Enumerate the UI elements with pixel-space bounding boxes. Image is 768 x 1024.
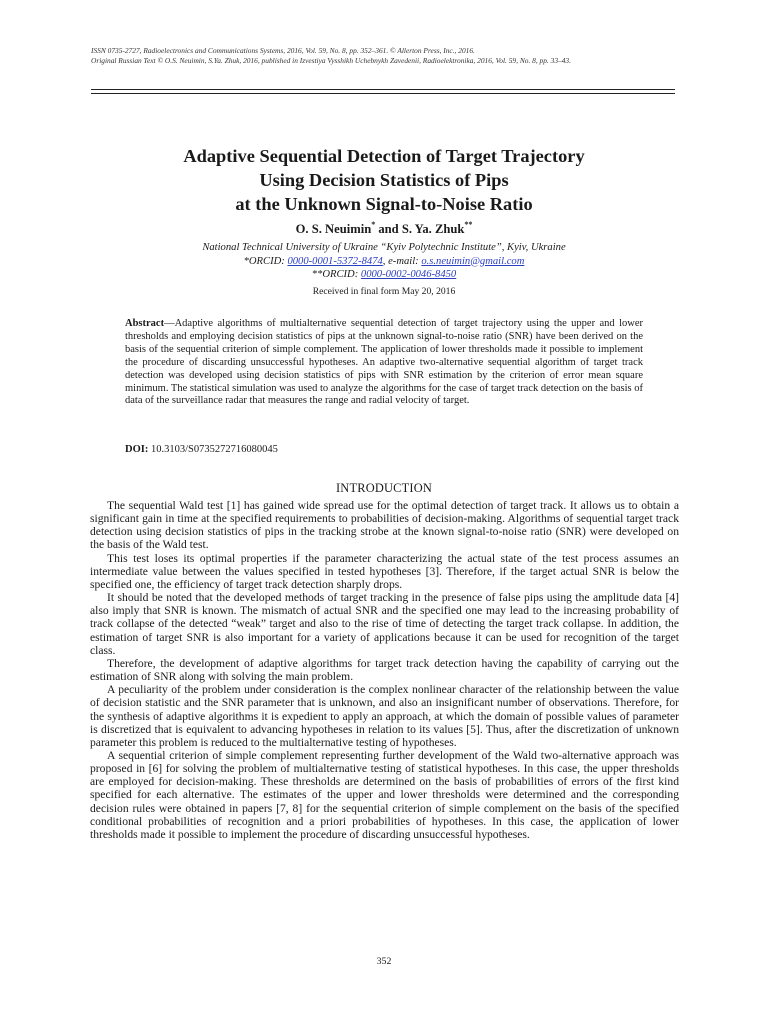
paragraph: A sequential criterion of simple complement representing further development of the Wald two-alternative approach was proposed in [6] for solving the problem of multialternative testing of statistical hypotheses. In this case, the upper thresholds are employed for decision-making. These thresholds are determined on the basis of probabilities of errors of the first kind specified for each alternative. The estimates of the upper and lower thresholds were determined and the corresponding decision rules were obtained in papers [7, 8] for the sequential criterion of simple complement on the basis of the specified conditional probabilities of recognition and a priori probabilities of hypotheses. In this case, the application of lower thresholds made it possible to implement the procedure of discarding unsuccessful hypotheses. — [90, 748, 679, 841]
author-1-name: O. S. Neuimin — [295, 222, 372, 236]
author-1-mark: * — [371, 220, 376, 229]
orcid-line-2 — [60, 268, 708, 282]
affiliation-block — [60, 241, 708, 282]
paper-title — [60, 144, 708, 216]
affiliation: National Technical University of Ukraine “Kyiv Polytechnic Institute”, Kyiv, Ukraine — [202, 242, 566, 253]
title-line-1: Adaptive Sequential Detection of Target Trajectory — [183, 146, 585, 166]
received-date: Received in final form May 20, 2016 — [312, 286, 456, 297]
author-list — [60, 221, 708, 237]
paragraph: A peculiarity of the problem under consideration is the complex nonlinear character of the relationship between the value of decision statistic and the SNR parameter that is unknown, and also an insignificant number of observations. Therefore, for the synthesis of adaptive algorithms it is expedient to apply an approach, at which the domain of possible values of parameter is discretized that is equivalent to advancing hypotheses in relation to its values [5]. Thus, after the discretization of unknown parameter this problem is reduced to the multialternative testing of hypotheses. — [90, 683, 679, 749]
email-link[interactable]: o.s.neuimin@gmail.com — [421, 255, 525, 267]
paragraph: It should be noted that the developed methods of target tracking in the presence of false pips using the amplitude data [4] also imply that SNR is known. The mismatch of actual SNR and the specified one may lead to the increasing probability of track collapse of the detected “weak” target and also to the rise of time of detecting the target track collapse. In addition, the estimation of target SNR is also important for a variety of applications because it can be used for recognition of the target class. — [90, 591, 679, 657]
abstract — [125, 318, 643, 408]
orcid-2-link[interactable]: 0000-0002-0046-8450 — [360, 269, 457, 280]
author-2-name: S. Ya. Zhuk — [401, 222, 465, 236]
title-line-2: Using Decision Statistics of Pips — [259, 170, 509, 190]
page-number: 352 — [376, 956, 392, 967]
paragraph: The sequential Wald test [1] has gained wide spread use for the optimal detection of target track. It allows us to obtain a significant gain in time at the specified requirements to probabilities of decision-making. Algorithms of sequential target track detection using decision statistics of pips in the tracking strobe at the known signal-to-noise ratio (SNR) were developed on the basis of the Wald test. — [90, 499, 679, 552]
paragraph: This test loses its optimal properties if the parameter characterizing the actual state of the test process assumes an intermediate value between the values specified in tested hypotheses [3]. Therefore, if the target actual SNR is below the specified one, the efficiency of target track detection sharply drops. — [90, 551, 679, 591]
journal-header-line-2: Original Russian Text © O.S. Neuimin, S.Ya. Zhuk, 2016, published in Izvestiya Vysshikh Uchebnykh Zavedenii, Radioelektronika, 2016, Vol. 59, No. 8, pp. 33–43. — [91, 55, 571, 65]
email-prefix: , e-mail: — [382, 255, 422, 267]
author-and: and — [375, 222, 402, 236]
orcid-line-1 — [60, 255, 708, 269]
journal-header-line-1: ISSN 0735-2727, Radioelectronics and Communications Systems, 2016, Vol. 59, No. 8, pp. 352–361. © Allerton Press, Inc., 2016. — [91, 46, 475, 55]
journal-header — [91, 46, 691, 65]
doi-value: 10.3103/S0735272716080045 — [148, 444, 278, 455]
orcid-1-link[interactable]: 0000-0001-5372-8474 — [287, 255, 383, 267]
author-2-mark: ** — [464, 220, 473, 229]
doi-line — [125, 443, 643, 456]
abstract-text: —Adaptive algorithms of multialternative sequential detection of target trajectory using the upper and lower thresholds and employing decision statistics of pips at the unknown signal-to-noise ratio (SNR) have been derived on the basis of the sequential criterion of simple complement. The application of lower thresholds made it possible to implement the procedure of discarding unsuccessful hypotheses. An adaptive two-alternative sequential algorithm of target track detection was developed using decision statistics of pips with SNR estimation by the criterion of error mean square minimum. The statistical simulation was used to analyze the algorithms for the case of target track detection on the basis of data of the surveillance radar that measures the range and radial velocity of target. — [125, 318, 643, 407]
doi-label: DOI: — [125, 444, 149, 455]
section-heading-introduction: INTRODUCTION — [335, 481, 432, 495]
title-line-3: at the Unknown Signal-to-Noise Ratio — [235, 194, 533, 214]
abstract-label: Abstract — [125, 318, 165, 329]
introduction-body — [90, 499, 679, 841]
header-rule-thin — [91, 93, 675, 94]
paragraph: Therefore, the development of adaptive algorithms for target track detection having the capability of carrying out the estimation of SNR along with solving the main problem. — [90, 656, 679, 684]
header-rule-thick — [91, 89, 675, 90]
orcid-1-prefix: *ORCID: — [243, 255, 288, 267]
orcid-2-prefix: **ORCID: — [311, 269, 361, 280]
